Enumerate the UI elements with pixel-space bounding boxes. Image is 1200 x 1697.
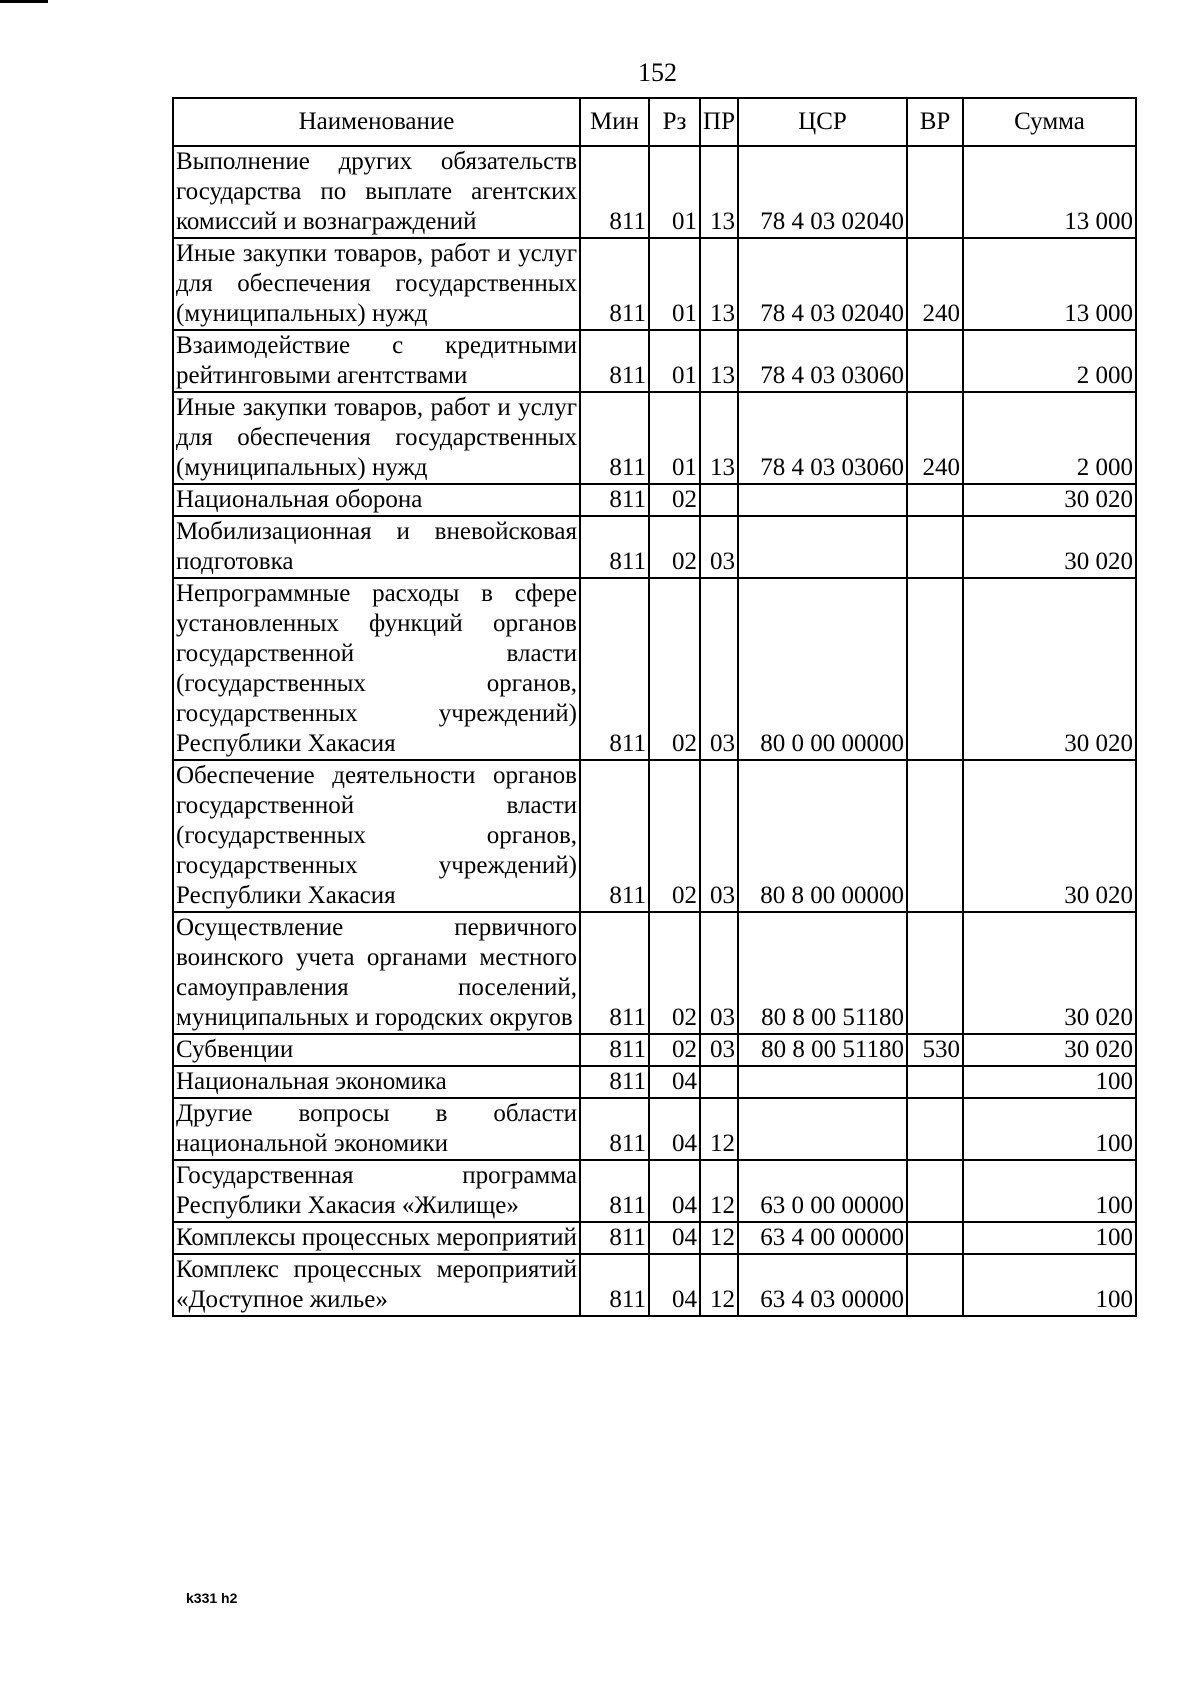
cell-min: 811 [580,578,649,760]
cell-min: 811 [580,1160,649,1222]
cell-min: 811 [580,238,649,330]
cell-min: 811 [580,1098,649,1160]
cell-vr [907,484,963,516]
scan-corner-mark [0,0,48,3]
cell-name: Иные закупки товаров, работ и услуг для обеспечения государственных (муниципальных) нужд [173,238,580,330]
cell-pr: 03 [700,516,738,578]
cell-rz: 04 [649,1098,700,1160]
cell-name: Непрограммные расходы в сфере установленных функций органов государственной власти (государственных органов, государственных учреждений) Республики Хакасия [173,578,580,760]
cell-pr: 03 [700,1034,738,1066]
cell-name: Государственная программа Республики Хакасия «Жилище» [173,1160,580,1222]
cell-csr: 78 4 03 03060 [738,330,907,392]
cell-sum: 13 000 [963,146,1136,238]
table-row [173,516,1136,578]
cell-vr [907,1254,963,1316]
cell-name: Другие вопросы в области национальной экономики [173,1098,580,1160]
cell-name: Иные закупки товаров, работ и услуг для обеспечения государственных (муниципальных) нужд [173,392,580,484]
cell-min: 811 [580,1066,649,1098]
cell-csr [738,1098,907,1160]
cell-sum: 30 020 [963,760,1136,912]
table-row [173,238,1136,330]
page-number: 152 [638,58,677,87]
cell-sum: 30 020 [963,912,1136,1034]
cell-vr [907,1160,963,1222]
cell-pr: 12 [700,1254,738,1316]
header-min: Мин [580,98,649,146]
cell-sum: 100 [963,1254,1136,1316]
cell-sum: 30 020 [963,516,1136,578]
table-row [173,1098,1136,1160]
cell-csr: 63 4 03 00000 [738,1254,907,1316]
cell-name: Комплексы процессных мероприятий [173,1222,580,1254]
cell-csr: 80 0 00 00000 [738,578,907,760]
table-row [173,912,1136,1034]
cell-sum: 2 000 [963,330,1136,392]
cell-csr [738,484,907,516]
table-row [173,392,1136,484]
cell-vr: 530 [907,1034,963,1066]
cell-min: 811 [580,484,649,516]
cell-pr: 13 [700,392,738,484]
cell-name: Выполнение других обязательств государства по выплате агентских комиссий и вознаграждений [173,146,580,238]
cell-rz: 01 [649,330,700,392]
header-rz: Рз [649,98,700,146]
cell-vr [907,330,963,392]
table-row [173,484,1136,516]
cell-rz: 02 [649,912,700,1034]
cell-pr [700,1066,738,1098]
cell-csr: 80 8 00 00000 [738,760,907,912]
cell-csr: 63 0 00 00000 [738,1160,907,1222]
cell-pr: 12 [700,1098,738,1160]
cell-pr: 13 [700,238,738,330]
cell-csr: 63 4 00 00000 [738,1222,907,1254]
cell-min: 811 [580,330,649,392]
cell-sum: 2 000 [963,392,1136,484]
cell-csr: 78 4 03 02040 [738,238,907,330]
table-row [173,578,1136,760]
cell-name: Комплекс процессных мероприятий «Доступное жилье» [173,1254,580,1316]
table-row [173,1254,1136,1316]
cell-vr [907,578,963,760]
cell-vr [907,516,963,578]
footer-code: k331 h2 [186,1590,238,1606]
cell-vr [907,1066,963,1098]
cell-rz: 01 [649,392,700,484]
cell-pr: 03 [700,578,738,760]
cell-min: 811 [580,760,649,912]
cell-csr: 78 4 03 03060 [738,392,907,484]
cell-name: Осуществление первичного воинского учета органами местного самоуправления поселений, муниципальных и городских округов [173,912,580,1034]
cell-rz: 04 [649,1254,700,1316]
header-sum: Сумма [963,98,1136,146]
cell-pr: 13 [700,330,738,392]
table-row [173,146,1136,238]
cell-name: Национальная оборона [173,484,580,516]
cell-min: 811 [580,1222,649,1254]
cell-rz: 04 [649,1160,700,1222]
cell-min: 811 [580,1034,649,1066]
table-row [173,330,1136,392]
cell-name: Мобилизационная и вневойсковая подготовка [173,516,580,578]
cell-vr [907,146,963,238]
cell-min: 811 [580,912,649,1034]
header-pr: ПР [700,98,738,146]
cell-rz: 01 [649,238,700,330]
cell-pr [700,484,738,516]
cell-name: Взаимодействие с кредитными рейтинговыми агентствами [173,330,580,392]
cell-sum: 100 [963,1222,1136,1254]
table-row [173,1160,1136,1222]
cell-sum: 100 [963,1098,1136,1160]
table-row [173,1034,1136,1066]
cell-sum: 30 020 [963,484,1136,516]
cell-name: Субвенции [173,1034,580,1066]
cell-sum: 100 [963,1066,1136,1098]
cell-rz: 02 [649,516,700,578]
cell-pr: 03 [700,760,738,912]
cell-csr: 80 8 00 51180 [738,912,907,1034]
cell-min: 811 [580,392,649,484]
cell-sum: 30 020 [963,578,1136,760]
cell-sum: 13 000 [963,238,1136,330]
cell-vr: 240 [907,392,963,484]
cell-vr [907,1222,963,1254]
cell-vr [907,1098,963,1160]
cell-vr: 240 [907,238,963,330]
cell-pr: 13 [700,146,738,238]
cell-min: 811 [580,1254,649,1316]
cell-pr: 12 [700,1222,738,1254]
table-header [173,98,1136,146]
cell-rz: 02 [649,484,700,516]
cell-min: 811 [580,516,649,578]
cell-csr [738,516,907,578]
cell-csr: 78 4 03 02040 [738,146,907,238]
cell-rz: 02 [649,760,700,912]
table-row [173,760,1136,912]
table-body [173,146,1136,1316]
cell-rz: 04 [649,1222,700,1254]
table-row [173,1066,1136,1098]
cell-min: 811 [580,146,649,238]
header-name: Наименование [173,98,580,146]
header-csr: ЦСР [738,98,907,146]
header-row [173,98,1136,146]
cell-rz: 02 [649,1034,700,1066]
cell-rz: 02 [649,578,700,760]
cell-vr [907,760,963,912]
cell-vr [907,912,963,1034]
cell-pr: 12 [700,1160,738,1222]
header-vr: ВР [907,98,963,146]
cell-rz: 01 [649,146,700,238]
cell-pr: 03 [700,912,738,1034]
cell-rz: 04 [649,1066,700,1098]
table-row [173,1222,1136,1254]
cell-csr: 80 8 00 51180 [738,1034,907,1066]
cell-sum: 30 020 [963,1034,1136,1066]
cell-csr [738,1066,907,1098]
budget-table [172,97,1137,1317]
cell-name: Обеспечение деятельности органов государственной власти (государственных органов, государственных учреждений) Республики Хакасия [173,760,580,912]
cell-name: Национальная экономика [173,1066,580,1098]
cell-sum: 100 [963,1160,1136,1222]
